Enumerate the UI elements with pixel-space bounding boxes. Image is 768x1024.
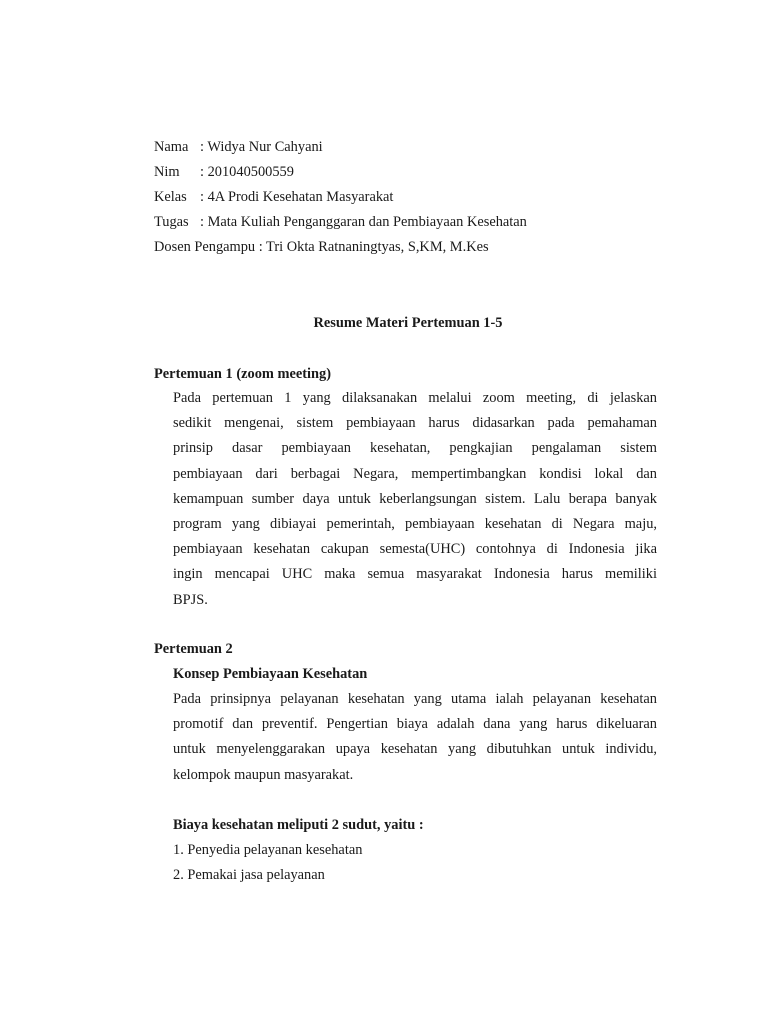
kelas-label: Kelas: [154, 189, 187, 205]
nim-row: [154, 160, 294, 185]
paragraph-line: program yang dibiayai pemerintah, pembiayaan kesehatan di Negara maju,: [173, 515, 657, 532]
paragraph-line: prinsip dasar pembiayaan kesehatan, pengkajian pengalaman sistem: [173, 440, 657, 457]
list-item: 2. Pemakai jasa pelayanan: [173, 867, 325, 883]
paragraph-line: kemampuan sumber daya untuk keberlangsungan sistem. Lalu berapa banyak: [173, 490, 657, 507]
pertemuan2-paragraph: [173, 687, 657, 788]
nama-row: [154, 135, 323, 160]
tugas-row: [154, 210, 527, 235]
biaya-heading: Biaya kesehatan meliputi 2 sudut, yaitu :: [173, 817, 424, 833]
paragraph-line: BPJS.: [173, 591, 208, 608]
pertemuan2-subheading: Konsep Pembiayaan Kesehatan: [173, 666, 368, 682]
paragraph-line: Pada prinsipnya pelayanan kesehatan yang utama ialah pelayanan kesehatan: [173, 691, 657, 707]
list-item: 1. Penyedia pelayanan kesehatan: [173, 842, 363, 858]
paragraph-line: Pada pertemuan 1 yang dilaksanakan melalui zoom meeting, di jelaskan: [173, 390, 657, 406]
paragraph-line: sedikit mengenai, sistem pembiayaan harus didasarkan pada pemahaman: [173, 415, 657, 432]
tugas-value: : Mata Kuliah Penganggaran dan Pembiayaan Kesehatan: [200, 214, 527, 230]
paragraph-line: pembiayaan kesehatan cakupan semesta(UHC) contohnya di Indonesia jika: [173, 541, 657, 558]
tugas-label: Tugas: [154, 214, 189, 230]
nama-value: : Widya Nur Cahyani: [200, 139, 323, 155]
nim-value: : 201040500559: [200, 164, 294, 180]
nama-label: Nama: [154, 139, 189, 155]
kelas-row: [154, 185, 393, 210]
paragraph-line: untuk menyelenggarakan upaya kesehatan yang dibutuhkan untuk individu,: [173, 741, 657, 758]
document-title: Resume Materi Pertemuan 1-5: [313, 315, 503, 331]
kelas-value: : 4A Prodi Kesehatan Masyarakat: [200, 189, 394, 205]
dosen-row: Dosen Pengampu : Tri Okta Ratnaningtyas, S,KM, M.Kes: [154, 239, 489, 255]
paragraph-line: promotif dan preventif. Pengertian biaya adalah dana yang harus dikeluaran: [173, 716, 657, 733]
pertemuan1-heading: Pertemuan 1 (zoom meeting): [154, 366, 332, 382]
paragraph-line: ingin mencapai UHC maka semua masyarakat Indonesia harus memiliki: [173, 566, 657, 583]
nim-label: Nim: [154, 164, 180, 180]
pertemuan2-heading: Pertemuan 2: [154, 641, 233, 657]
paragraph-line: pembiayaan dari berbagai Negara, mempertimbangkan kondisi lokal dan: [173, 465, 657, 482]
paragraph-line: kelompok maupun masyarakat.: [173, 766, 354, 783]
pertemuan1-paragraph: [173, 386, 657, 613]
